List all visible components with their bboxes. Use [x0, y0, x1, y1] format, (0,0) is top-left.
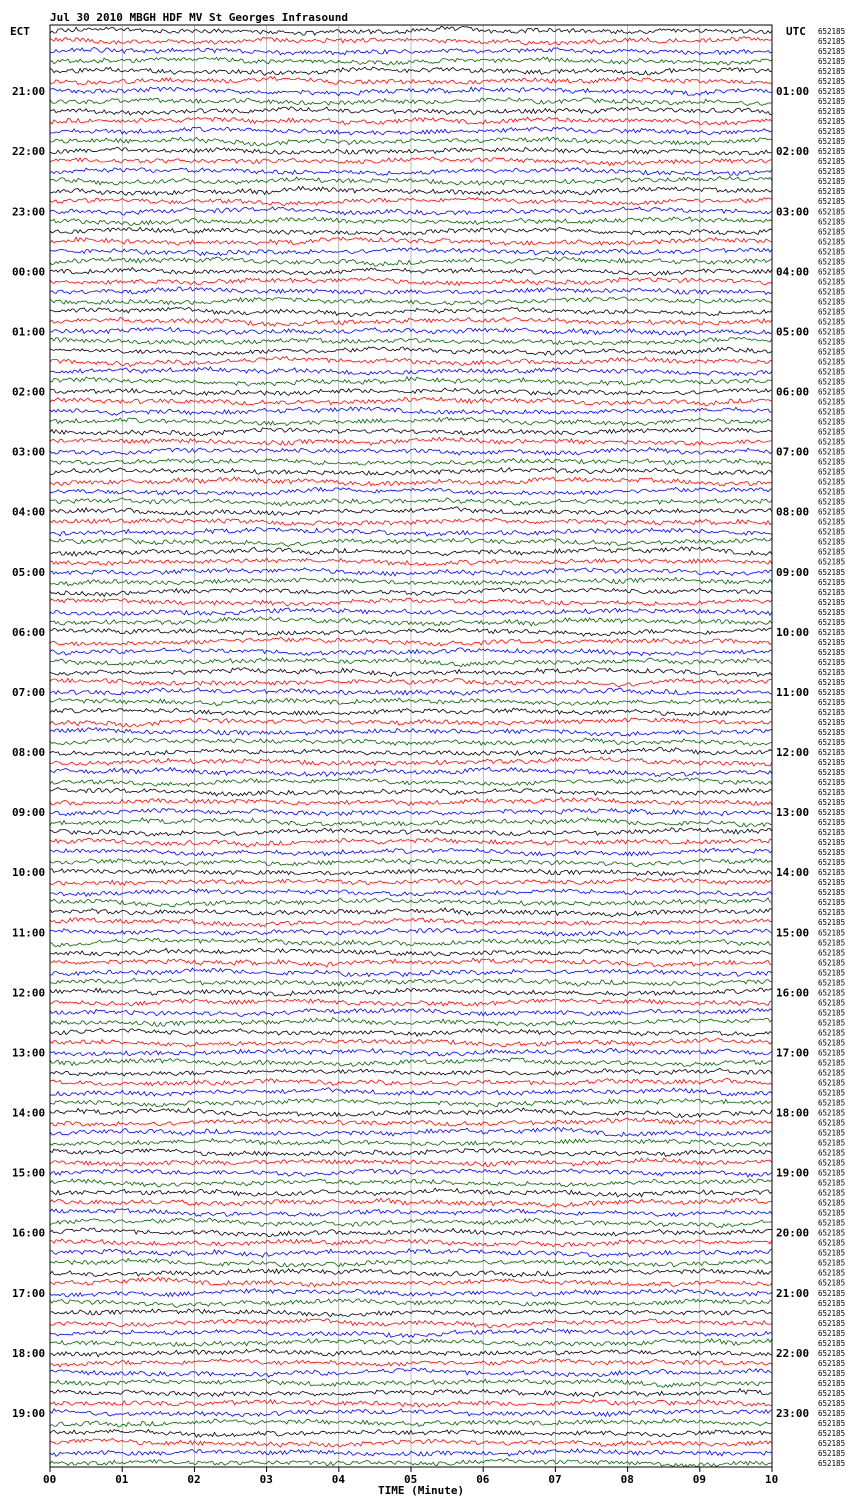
trace-scale-label: 652185 [818, 457, 846, 467]
right-hour-label: 10:00 [776, 625, 810, 639]
left-hour-label: 21:00 [12, 85, 46, 99]
x-tick-label: 04 [331, 1473, 346, 1486]
trace-scale-label: 652185 [818, 828, 846, 838]
trace-scale-label: 652185 [818, 407, 846, 417]
left-hour-label: 12:00 [12, 986, 46, 1000]
trace-scale-label: 652185 [818, 627, 846, 637]
trace-scale-label: 652185 [818, 898, 846, 908]
trace-scale-label: 652185 [818, 677, 846, 687]
trace-scale-label: 652185 [818, 908, 846, 918]
x-axis-label: TIME (Minute) [378, 1484, 465, 1497]
trace-scale-label: 652185 [818, 227, 846, 237]
x-tick-label: 05 [404, 1473, 418, 1486]
trace-scale-label: 652185 [818, 37, 846, 47]
trace-scale-label: 652185 [818, 818, 846, 828]
left-hour-label: 13:00 [12, 1046, 46, 1060]
trace-scale-label: 652185 [818, 707, 846, 717]
trace-scale-label: 652185 [818, 187, 846, 197]
left-timezone-label: ECT [10, 25, 30, 38]
trace-scale-label: 652185 [818, 257, 846, 267]
left-hour-label: 15:00 [12, 1166, 46, 1180]
trace-scale-label: 652185 [818, 858, 846, 868]
trace-scale-label: 652185 [818, 567, 846, 577]
trace-scale-label: 652185 [818, 1098, 846, 1108]
left-hour-label: 09:00 [12, 806, 46, 820]
right-hour-label: 03:00 [776, 205, 810, 219]
trace-scale-label: 652185 [818, 367, 846, 377]
trace-scale-label: 652185 [818, 547, 846, 557]
trace-scale-label: 652185 [818, 607, 846, 617]
trace-scale-label: 652185 [818, 1148, 846, 1158]
trace-scale-label: 652185 [818, 1428, 846, 1438]
trace-scale-label: 652185 [818, 1248, 846, 1258]
trace-scale-label: 652185 [818, 397, 846, 407]
trace-scale-label: 652185 [818, 768, 846, 778]
left-hour-label: 04:00 [12, 505, 46, 519]
trace-scale-label: 652185 [818, 938, 846, 948]
trace-scale-label: 652185 [818, 1268, 846, 1278]
trace-scale-label: 652185 [818, 978, 846, 988]
left-hour-label: 19:00 [12, 1406, 46, 1420]
trace-scale-label: 652185 [818, 1258, 846, 1268]
trace-scale-label: 652185 [818, 157, 846, 167]
left-hour-label: 17:00 [12, 1286, 46, 1300]
trace-scale-label: 652185 [818, 517, 846, 527]
right-hour-label: 15:00 [776, 926, 810, 940]
trace-scale-label: 652185 [818, 1398, 846, 1408]
trace-scale-label: 652185 [818, 988, 846, 998]
right-hour-label: 16:00 [776, 986, 810, 1000]
trace-scale-label: 652185 [818, 417, 846, 427]
trace-scale-label: 652185 [818, 287, 846, 297]
trace-scale-label: 652185 [818, 487, 846, 497]
trace-scale-label: 652185 [818, 1308, 846, 1318]
left-hour-label: 06:00 [12, 625, 46, 639]
trace-scale-label: 652185 [818, 1348, 846, 1358]
x-tick-label: 10 [765, 1473, 779, 1486]
trace-scale-label: 652185 [818, 1088, 846, 1098]
trace-scale-label: 652185 [818, 1118, 846, 1128]
trace-scale-label: 652185 [818, 97, 846, 107]
trace-scale-label: 652185 [818, 1128, 846, 1138]
right-hour-label: 18:00 [776, 1106, 810, 1120]
trace-scale-label: 652185 [818, 177, 846, 187]
trace-scale-label: 652185 [818, 667, 846, 677]
right-hour-label: 13:00 [776, 806, 810, 820]
trace-scale-label: 652185 [818, 1008, 846, 1018]
trace-scale-label: 652185 [818, 537, 846, 547]
trace-scale-label: 652185 [818, 247, 846, 257]
trace-scale-label: 652185 [818, 727, 846, 737]
left-hour-label: 11:00 [12, 926, 46, 940]
trace-scale-label: 652185 [818, 748, 846, 757]
trace-scale-label: 652185 [818, 737, 846, 747]
trace-scale-label: 652185 [818, 77, 846, 87]
right-hour-label: 23:00 [776, 1406, 810, 1420]
x-tick-label: 07 [548, 1473, 562, 1486]
right-hour-label: 12:00 [776, 746, 810, 759]
trace-scale-label: 652185 [818, 1158, 846, 1168]
trace-scale-label: 652185 [818, 1168, 846, 1178]
right-hour-label: 22:00 [776, 1346, 810, 1360]
right-hour-label: 08:00 [776, 505, 810, 519]
trace-scale-label: 652185 [818, 107, 846, 117]
x-tick-label: 06 [476, 1473, 490, 1486]
trace-scale-label: 652185 [818, 57, 846, 67]
trace-scale-label: 652185 [818, 1388, 846, 1398]
x-tick-label: 00 [43, 1473, 57, 1486]
trace-scale-label: 652185 [818, 1048, 846, 1058]
trace-scale-label: 652185 [818, 557, 846, 567]
trace-scale-label: 652185 [818, 1448, 846, 1458]
trace-scale-label: 652185 [818, 87, 846, 97]
trace-scale-label: 652185 [818, 1298, 846, 1308]
trace-scale-label: 652185 [818, 1068, 846, 1078]
trace-scale-label: 652185 [818, 197, 846, 207]
trace-scale-label: 652185 [818, 577, 846, 587]
trace-scale-label: 652185 [818, 1378, 846, 1388]
left-hour-label: 03:00 [12, 445, 46, 459]
trace-scale-label: 652185 [818, 1318, 846, 1328]
right-hour-label: 09:00 [776, 565, 810, 579]
trace-scale-label: 652185 [818, 1338, 846, 1348]
trace-scale-label: 652185 [818, 427, 846, 437]
trace-scale-label: 652185 [818, 357, 846, 367]
trace-scale-label: 652185 [818, 647, 846, 657]
trace-scale-label: 652185 [818, 798, 846, 808]
trace-scale-label: 652185 [818, 1018, 846, 1028]
trace-scale-label: 652185 [818, 1408, 846, 1418]
trace-scale-label: 652185 [818, 948, 846, 958]
trace-scale-label: 652185 [818, 527, 846, 537]
trace-scale-label: 652185 [818, 1228, 846, 1238]
trace-scale-label: 652185 [818, 1368, 846, 1378]
trace-scale-label: 652185 [818, 1418, 846, 1428]
right-hour-label: 19:00 [776, 1166, 810, 1180]
trace-scale-label: 652185 [818, 878, 846, 888]
x-tick-label: 03 [259, 1473, 273, 1486]
trace-scale-label: 652185 [818, 447, 846, 457]
trace-scale-label: 652185 [818, 477, 846, 487]
trace-scale-label: 652185 [818, 838, 846, 848]
trace-scale-label: 652185 [818, 467, 846, 477]
trace-scale-label: 652185 [818, 717, 846, 727]
trace-scale-label: 652185 [818, 347, 846, 357]
trace-scale-label: 652185 [818, 1038, 846, 1048]
trace-scale-label: 652185 [818, 1238, 846, 1248]
trace-scale-label: 652185 [818, 868, 846, 878]
trace-scale-label: 652185 [818, 1028, 846, 1038]
trace-scale-label: 652185 [818, 127, 846, 137]
trace-scale-label: 652185 [818, 327, 846, 337]
trace-scale-label: 652185 [818, 217, 846, 227]
right-hour-label: 17:00 [776, 1046, 810, 1060]
right-hour-label: 11:00 [776, 685, 810, 699]
right-hour-label: 02:00 [776, 145, 810, 159]
trace-scale-label: 652185 [818, 657, 846, 667]
trace-scale-label: 652185 [818, 337, 846, 347]
left-hour-label: 16:00 [12, 1226, 46, 1240]
left-hour-label: 18:00 [12, 1346, 46, 1360]
trace-scale-label: 652185 [818, 497, 846, 507]
right-hour-label: 05:00 [776, 325, 810, 339]
trace-scale-label: 652185 [818, 147, 846, 157]
right-hour-label: 20:00 [776, 1226, 810, 1240]
trace-scale-label: 652185 [818, 968, 846, 978]
trace-scale-label: 652185 [818, 387, 846, 397]
chart-title: Jul 30 2010 MBGH HDF MV St Georges Infrasound [50, 11, 349, 24]
trace-scale-label: 652185 [818, 507, 846, 517]
left-hour-label: 07:00 [12, 685, 46, 699]
trace-scale-label: 652185 [818, 778, 846, 788]
right-hour-label: 06:00 [776, 385, 810, 399]
trace-scale-label: 652185 [818, 1278, 846, 1288]
left-hour-label: 14:00 [12, 1106, 46, 1120]
trace-scale-labels [818, 27, 845, 1468]
trace-scale-label: 652185 [818, 237, 846, 247]
trace-scale-label: 652185 [818, 1198, 846, 1208]
trace-scale-label: 652185 [818, 117, 846, 127]
trace-scale-label: 652185 [818, 958, 846, 968]
x-tick-label: 01 [115, 1473, 129, 1486]
trace-scale-label: 652185 [818, 587, 846, 597]
trace-scale-label: 652185 [818, 1438, 846, 1448]
trace-scale-label: 652185 [818, 1328, 846, 1338]
left-hour-label: 01:00 [12, 325, 46, 339]
trace-scale-label: 652185 [818, 1288, 846, 1298]
x-tick-label: 08 [620, 1473, 634, 1486]
trace-scale-label: 652185 [818, 1058, 846, 1068]
trace-scale-label: 652185 [818, 377, 846, 387]
right-hour-label: 07:00 [776, 445, 810, 459]
right-timezone-label: UTC [786, 25, 806, 38]
left-hour-label: 23:00 [12, 205, 46, 219]
trace-scale-label: 652185 [818, 687, 846, 697]
trace-scale-label: 652185 [818, 758, 846, 768]
trace-scale-label: 652185 [818, 297, 846, 307]
trace-scale-label: 652185 [818, 1138, 846, 1148]
trace-scale-label: 652185 [818, 697, 846, 707]
trace-scale-label: 652185 [818, 1178, 846, 1188]
trace-scale-label: 652185 [818, 1218, 846, 1228]
trace-scale-label: 652185 [818, 1188, 846, 1198]
trace-scale-label: 652185 [818, 848, 846, 858]
right-hour-label: 14:00 [776, 866, 810, 880]
trace-scale-label: 652185 [818, 617, 846, 627]
trace-scale-label: 652185 [818, 998, 846, 1008]
trace-scale-label: 652185 [818, 918, 846, 928]
trace-scale-label: 652185 [818, 267, 846, 277]
trace-scale-label: 652185 [818, 1108, 846, 1118]
left-hour-label: 10:00 [12, 866, 46, 880]
trace-scale-label: 652185 [818, 808, 846, 818]
trace-scale-label: 652185 [818, 928, 846, 938]
trace-scale-label: 652185 [818, 437, 846, 447]
trace-scale-label: 652185 [818, 788, 846, 798]
left-hour-label: 02:00 [12, 385, 46, 399]
trace-scale-label: 652185 [818, 137, 846, 147]
trace-scale-label: 652185 [818, 207, 846, 217]
trace-scale-label: 652185 [818, 307, 846, 317]
trace-scale-label: 652185 [818, 67, 846, 77]
trace-scale-label: 652185 [818, 1078, 846, 1088]
x-tick-label: 02 [187, 1473, 201, 1486]
trace-scale-label: 652185 [818, 1358, 846, 1368]
right-hour-label: 01:00 [776, 85, 810, 99]
left-hour-label: 22:00 [12, 145, 46, 159]
trace-scale-label: 652185 [818, 27, 846, 36]
trace-scale-label: 652185 [818, 167, 846, 177]
trace-scale-label: 652185 [818, 317, 846, 327]
right-hour-label: 21:00 [776, 1286, 810, 1300]
trace-scale-label: 652185 [818, 637, 846, 647]
trace-scale-label: 652185 [818, 47, 846, 57]
right-hour-label: 04:00 [776, 265, 810, 279]
trace-scale-label: 652185 [818, 1458, 846, 1468]
trace-scale-label: 652185 [818, 1208, 846, 1218]
trace-scale-label: 652185 [818, 888, 846, 898]
left-hour-label: 08:00 [12, 746, 46, 759]
left-hour-label: 00:00 [12, 265, 46, 279]
left-hour-label: 05:00 [12, 565, 46, 579]
trace-scale-label: 652185 [818, 277, 846, 287]
x-tick-label: 09 [692, 1473, 707, 1486]
trace-scale-label: 652185 [818, 597, 846, 607]
